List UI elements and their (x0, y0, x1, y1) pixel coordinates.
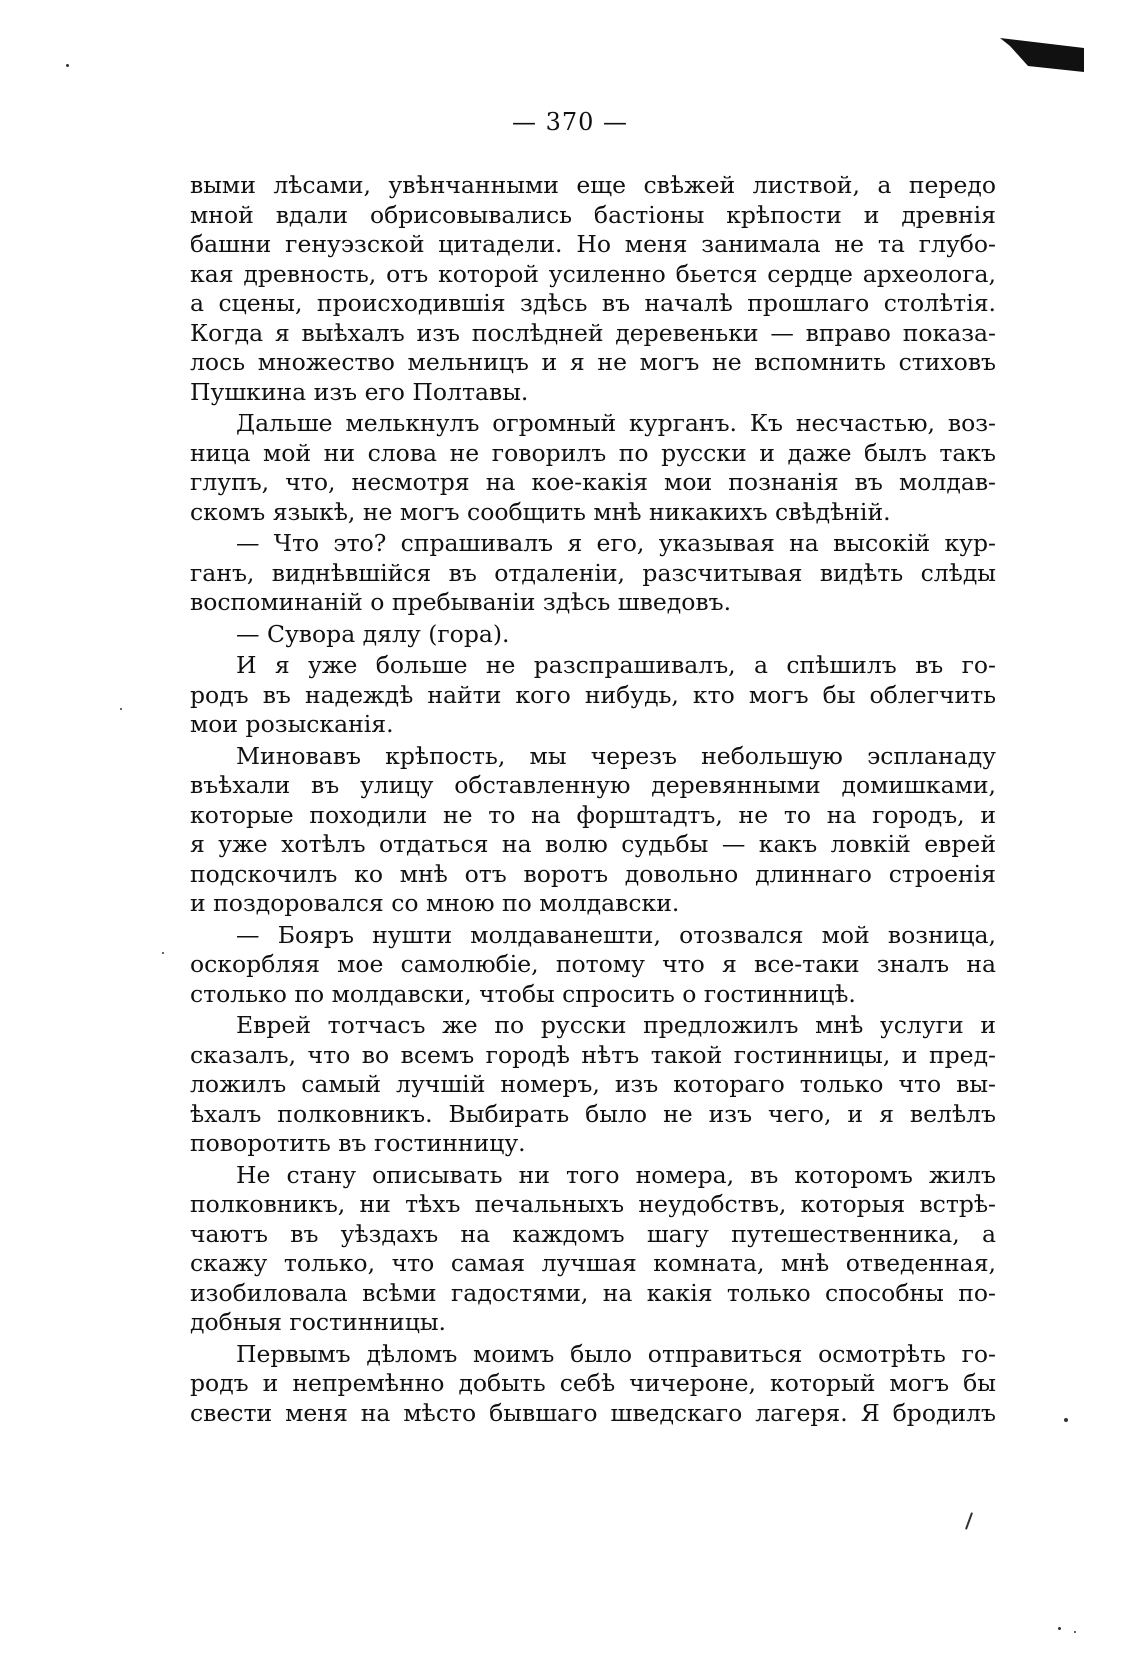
text-line: Миновавъ крѣпость, мы черезъ небольшую эспланаду (236, 741, 996, 770)
text-line: родъ въ надеждѣ найти кого нибудь, кто могъ бы облегчить (190, 680, 996, 709)
text-line: свести меня на мѣсто бывшаго шведскаго лагеря. Я бродилъ (190, 1398, 996, 1427)
text-line: чаютъ въ уѣздахъ на каждомъ шагу путешественника, а (190, 1219, 996, 1248)
text-line: столько по молдавски, чтобы спросить о гостинницѣ. (190, 979, 856, 1008)
scan-speck (120, 708, 122, 710)
scan-speck (965, 1512, 973, 1530)
scan-speck (66, 64, 69, 67)
text-line: скажу только, что самая лучшая комната, мнѣ отведенная, (190, 1249, 996, 1277)
text-line: башни генуэзской цитадели. Но меня занимала не та глубо- (190, 230, 996, 258)
text-line: добныя гостинницы. (190, 1308, 446, 1336)
text-line: полковникъ, ни тѣхъ печальныхъ неудобствъ, которыя встрѣ- (190, 1190, 996, 1218)
text-line: мной вдали обрисовывались бастіоны крѣпости и древнія (190, 200, 996, 229)
text-line: глупъ, что, несмотря на кое-какія мои познанія въ молдав- (190, 468, 996, 496)
text-line: поворотить въ гостинницу. (190, 1129, 526, 1157)
text-line: выми лѣсами, увѣнчанными еще свѣжей листвой, а передо (190, 171, 996, 199)
text-line: мои розысканія. (190, 710, 394, 738)
text-line: родъ и непремѣнно добыть себѣ чичероне, который могъ бы (190, 1369, 996, 1397)
text-line: Когда я выѣхалъ изъ послѣдней деревеньки — вправо показа- (190, 318, 996, 347)
text-line: а сцены, происходившія здѣсь въ началѣ прошлаго столѣтія. (190, 289, 996, 317)
text-line: Еврей тотчасъ же по русски предложилъ мнѣ услуги и (236, 1011, 996, 1039)
text-line: Первымъ дѣломъ моимъ было отправиться осмотрѣть го- (236, 1339, 996, 1368)
page-number: — 370 — (511, 108, 629, 136)
text-line: въѣхали въ улицу обставленную деревянными домишками, (190, 771, 996, 799)
text-line: которые походили не то на форштадтъ, не то на городъ, и (190, 800, 996, 829)
text-line: ница мой ни слова не говорилъ по русски и даже былъ такъ (190, 438, 996, 467)
text-line: ложилъ самый лучшій номеръ, изъ котораго только что вы- (190, 1070, 996, 1098)
text-line: Не стану описывать ни того номера, въ которомъ жилъ (236, 1160, 996, 1189)
text-line: кая древность, отъ которой усиленно бьется сердце археолога, (190, 259, 996, 288)
body-text (190, 171, 996, 1428)
scan-edge-mark (1000, 36, 1084, 72)
text-line: Дальше мелькнулъ огромный курганъ. Къ несчастью, воз- (236, 409, 996, 437)
text-line: я уже хотѣлъ отдаться на волю судьбы — какъ ловкій еврей (190, 830, 996, 858)
text-line: лось множество мельницъ и я не могъ не вспомнить стиховъ (190, 348, 996, 376)
text-line: воспоминаній о пребываніи здѣсь шведовъ. (190, 588, 732, 616)
text-line: ганъ, виднѣвшійся въ отдаленіи, разсчитывая видѣть слѣды (190, 558, 996, 587)
text-line: сказалъ, что во всемъ городѣ нѣтъ такой гостинницы, и пред- (190, 1040, 996, 1069)
text-line: оскорбляя мое самолюбіе, потому что я все-таки зналъ на (190, 950, 996, 978)
scan-speck (162, 952, 164, 954)
text-line: скомъ языкѣ, не могъ сообщить мнѣ никакихъ свѣдѣній. (190, 497, 891, 526)
text-line: — Что это? спрашивалъ я его, указывая на высокій кур- (236, 529, 996, 557)
text-line: Пушкина изъ его Полтавы. (190, 377, 529, 406)
text-line: И я уже больше не разспрашивалъ, а спѣшилъ въ го- (236, 651, 996, 679)
text-line: подскочилъ ко мнѣ отъ воротъ довольно длиннаго строенія (190, 859, 996, 888)
text-line: — Бояръ нушти молдаванешти, отозвался мой возница, (236, 920, 996, 949)
scan-speck (1058, 1627, 1061, 1630)
text-line: — Сувора дялу (гора). (236, 619, 510, 648)
scan-speck (1074, 1631, 1076, 1633)
text-line: изобиловала всѣми гадостями, на какія только способны по- (190, 1278, 996, 1307)
text-line: и поздоровался со мною по молдавски. (190, 889, 680, 917)
text-line: ѣхалъ полковникъ. Выбирать было не изъ чего, и я велѣлъ (190, 1099, 996, 1128)
scan-speck (1064, 1418, 1068, 1422)
